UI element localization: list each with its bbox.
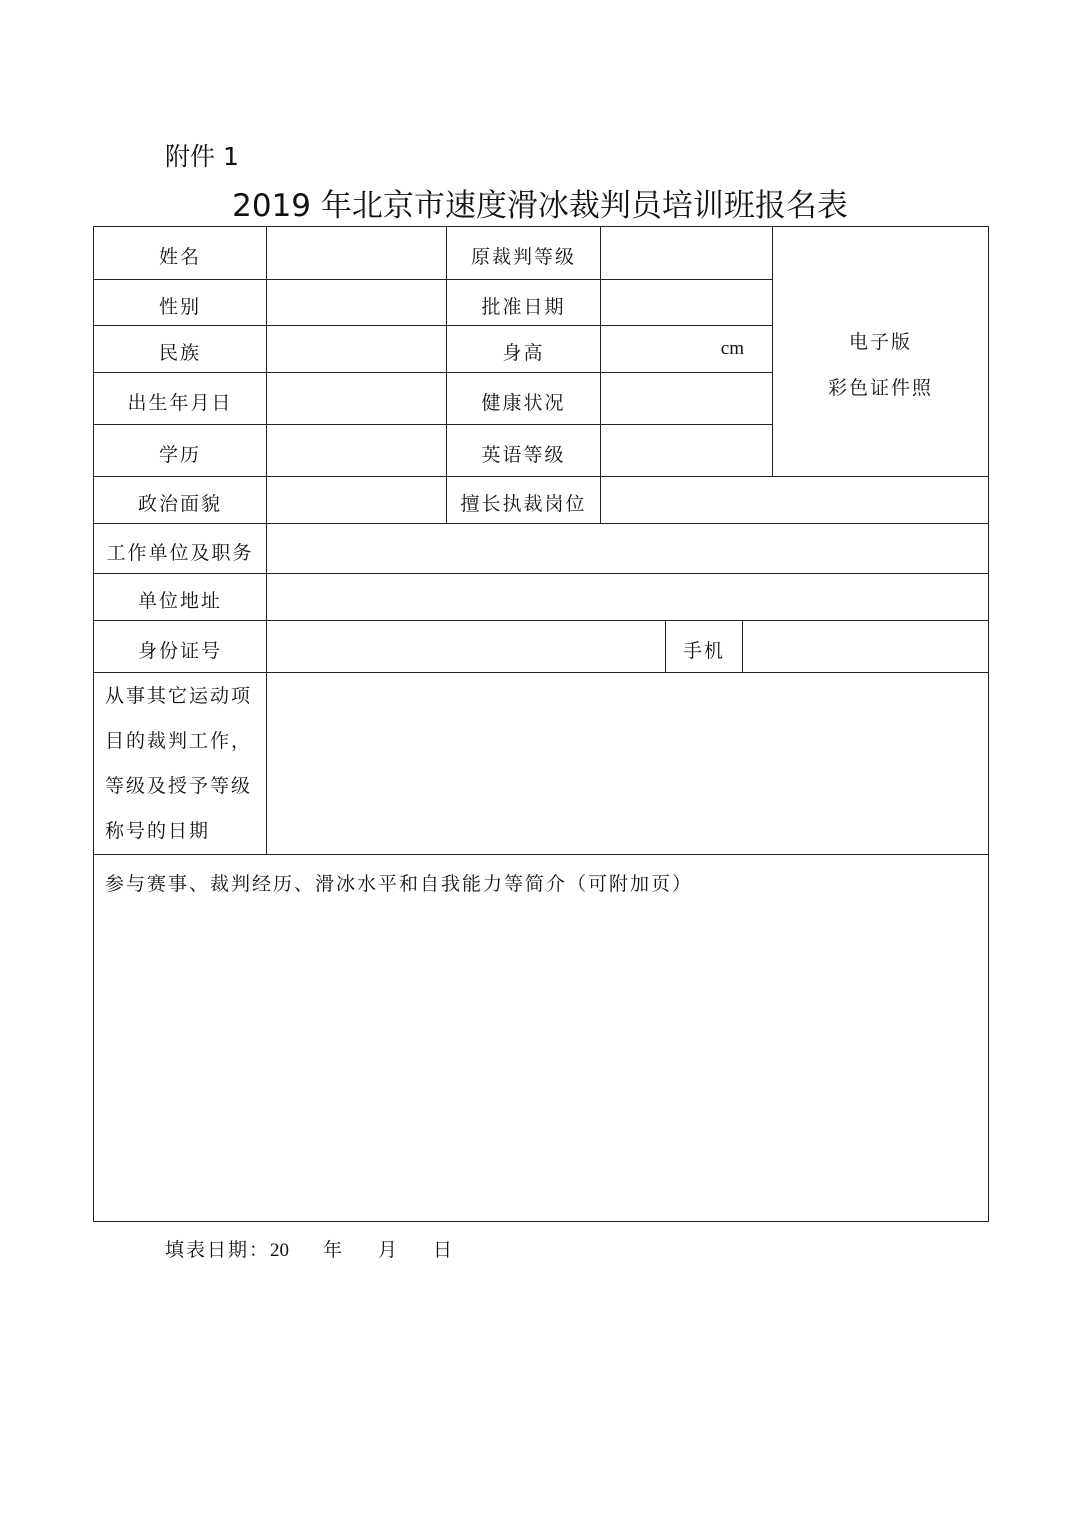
- health-value-field[interactable]: [601, 373, 773, 425]
- intro-label: 参与赛事、裁判经历、滑冰水平和自我能力等简介（可附加页）: [105, 873, 694, 895]
- health-label: 健康状况: [481, 391, 566, 414]
- mobile-label-cell: [666, 621, 743, 673]
- birth-date-label: 出生年月日: [127, 391, 233, 414]
- approval-date-value-field[interactable]: [601, 280, 773, 326]
- height-value-field[interactable]: [601, 326, 773, 373]
- other-sports-value-field[interactable]: [267, 673, 989, 855]
- height-label: 身高: [502, 342, 545, 364]
- specialty-position-value-field[interactable]: [601, 477, 989, 524]
- approval-date-label-cell: [447, 280, 601, 326]
- other-sports-label-cell: [94, 673, 267, 855]
- gender-label: 性别: [158, 295, 201, 318]
- specialty-position-label-cell: [447, 477, 601, 524]
- unit-address-label-cell: [94, 574, 267, 621]
- political-status-value-field[interactable]: [267, 477, 447, 524]
- fill-date-day-char: 日: [433, 1239, 455, 1261]
- form-row-intro: [94, 855, 989, 1222]
- health-label-cell: [447, 373, 601, 425]
- photo-box[interactable]: [773, 227, 989, 477]
- form-row-political-status: [94, 477, 989, 524]
- political-status-label: 政治面貌: [137, 493, 222, 515]
- fill-date-month-char: 月: [378, 1239, 400, 1261]
- unit-address-value-field[interactable]: [267, 574, 989, 621]
- original-level-label-cell: [447, 227, 601, 280]
- specialty-position-label: 擅长执裁岗位: [460, 493, 587, 515]
- name-value-field[interactable]: [267, 227, 447, 280]
- height-label-cell: [447, 326, 601, 373]
- fill-date-year-prefix: 20: [270, 1240, 290, 1261]
- fill-date-label: 填表日期：: [165, 1239, 271, 1261]
- english-level-label-cell: [447, 425, 601, 477]
- ethnicity-label: 民族: [158, 342, 201, 364]
- work-unit-label: 工作单位及职务: [106, 541, 254, 564]
- political-status-label-cell: [94, 477, 267, 524]
- other-sports-label-line2: 目的裁判工作，: [105, 729, 253, 752]
- mobile-label: 手机: [682, 639, 725, 662]
- other-sports-label-line1: 从事其它运动项: [105, 684, 253, 707]
- education-label: 学历: [158, 443, 201, 466]
- form-row-work-unit: [94, 524, 989, 574]
- other-sports-label-line4: 称号的日期: [105, 819, 211, 842]
- intro-field[interactable]: [94, 855, 989, 1222]
- approval-date-label: 批准日期: [481, 295, 566, 318]
- photo-label-line2: 彩色证件照: [828, 377, 934, 399]
- gender-value-field[interactable]: [267, 280, 447, 326]
- page-title: 2019 年北京市速度滑冰裁判员培训班报名表: [232, 188, 848, 224]
- form-row-other-sports: [94, 673, 989, 855]
- education-label-cell: [94, 425, 267, 477]
- photo-label-line1: 电子版: [849, 331, 913, 353]
- birth-date-label-cell: [94, 373, 267, 425]
- id-number-label: 身份证号: [137, 639, 222, 662]
- attachment-label: 附件 1: [165, 142, 239, 171]
- name-label: 姓名: [158, 246, 201, 268]
- birth-date-value-field[interactable]: [267, 373, 447, 425]
- original-level-label: 原裁判等级: [470, 246, 576, 268]
- gender-label-cell: [94, 280, 267, 326]
- original-level-value-field[interactable]: [601, 227, 773, 280]
- ethnicity-value-field[interactable]: [267, 326, 447, 373]
- fill-date-line: [165, 1237, 454, 1264]
- fill-date-year-char: 年: [323, 1239, 345, 1261]
- registration-form-table: [93, 226, 989, 1222]
- mobile-value-field[interactable]: [743, 621, 989, 673]
- id-number-value-field[interactable]: [267, 621, 666, 673]
- other-sports-label-line3: 等级及授予等级: [105, 774, 253, 797]
- work-unit-label-cell: [94, 524, 267, 574]
- form-row-id-number: [94, 621, 989, 673]
- form-row-unit-address: [94, 574, 989, 621]
- id-number-label-cell: [94, 621, 267, 673]
- height-unit: cm: [720, 338, 745, 359]
- ethnicity-label-cell: [94, 326, 267, 373]
- work-unit-value-field[interactable]: [267, 524, 989, 574]
- english-level-label: 英语等级: [481, 443, 566, 466]
- name-label-cell: [94, 227, 267, 280]
- form-row-name: [94, 227, 989, 280]
- unit-address-label: 单位地址: [137, 590, 222, 612]
- education-value-field[interactable]: [267, 425, 447, 477]
- english-level-value-field[interactable]: [601, 425, 773, 477]
